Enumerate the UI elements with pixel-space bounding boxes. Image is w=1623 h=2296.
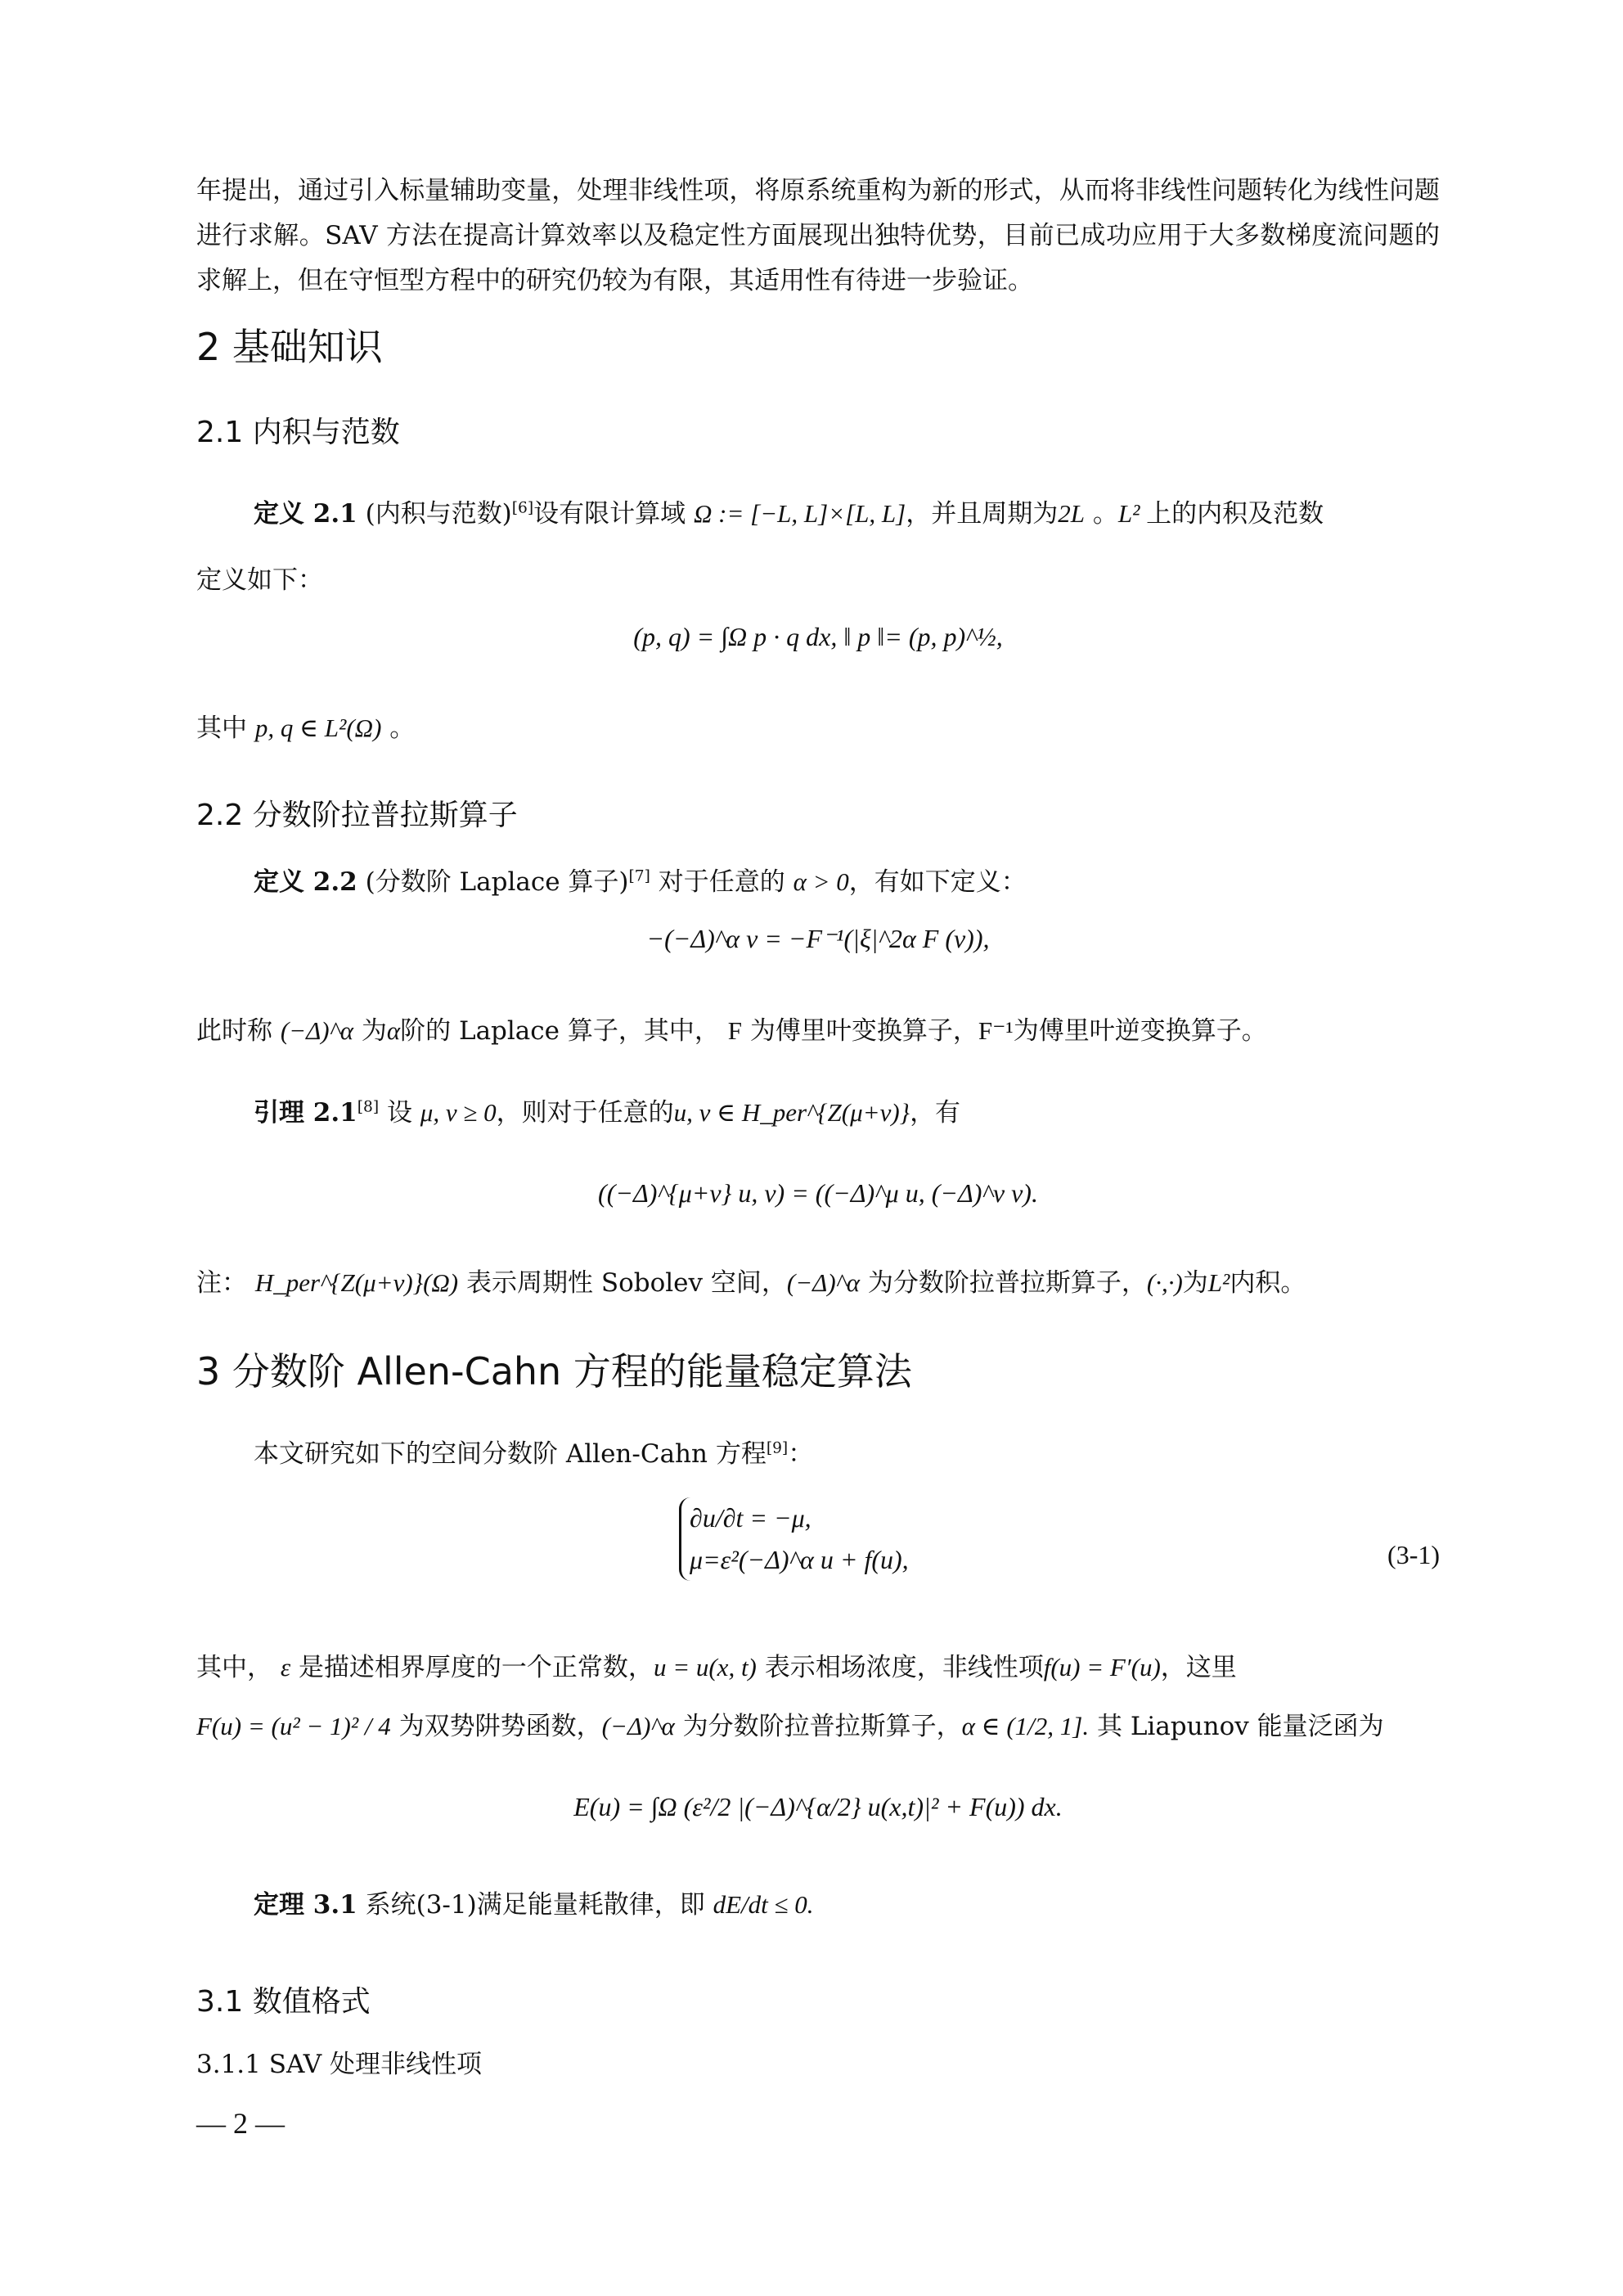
domain-expression: Ω := [−L, L]×[L, L] [694,499,906,528]
definition-body: ，并且周期为 [906,499,1059,529]
definition-body: 设有限计算域 [533,499,686,529]
period-expression: 2L [1058,499,1085,528]
definition-2-1 [254,491,1440,537]
definition-body: 对于任意的 [658,867,785,897]
theorem-label: 定理 3.1 [254,1890,357,1920]
definition-body: 。 [1092,499,1118,529]
note-text: 其中 [196,714,247,743]
citation: [7] [628,867,650,885]
desc-text: ，这里 [1160,1653,1237,1682]
page-number: — 2 — [196,2107,285,2140]
desc-text: 表示相场浓度，非线性项 [764,1653,1044,1682]
desc-text: 阶的 Laplace 算子，其中， [400,1016,720,1046]
allen-cahn-system [679,1497,909,1581]
inner-product-equation: (p, q) = ∫Ω p · q dx, ‖ p ‖= (p, p)^½, [633,622,1003,651]
citation: [6] [511,499,534,517]
energy-functional-equation: E(u) = ∫Ω (ε²/2 |(−Δ)^{α/2} u(x,t)|² + F(u)) dx. [573,1792,1063,1821]
theorem-text: 系统(3-1)满足能量耗散律，即 [365,1890,705,1920]
nonlinear-term-expression: f(u) = F′(u) [1043,1653,1161,1681]
section-2-heading: 2 基础知识 [196,325,383,369]
inverse-fourier-symbol: F⁻¹ [978,1016,1014,1045]
section-3-1-1-heading: 3.1.1 SAV 处理非线性项 [196,2050,483,2079]
lemma-note [196,1260,1306,1306]
operator-expression: (−Δ)^α [601,1712,675,1740]
desc-text: 为分数阶拉普拉斯算子， [682,1712,962,1741]
system-line-1: ∂u/∂t = −μ, [690,1503,812,1533]
definition-title: (内积与范数) [365,499,512,529]
alpha-range: α ∈ (1/2, 1]. [961,1712,1090,1740]
note-text: 为分数阶拉普拉斯算子， [867,1268,1147,1298]
section-2-1-heading: 2.1 内积与范数 [196,416,400,449]
lemma-condition: μ, ν ≥ 0 [420,1098,497,1127]
lemma-space: u, v ∈ H_per^{Z(μ+ν)} [673,1098,910,1127]
equation-system [679,1497,909,1581]
lemma-equation: ((−Δ)^{μ+ν} u, v) = ((−Δ)^μ u, (−Δ)^ν v). [598,1178,1038,1208]
desc-text: 为双势阱势函数， [398,1712,602,1741]
definition-continuation: 定义如下： [196,565,323,595]
space-expression: L² [1117,499,1147,528]
note-text: 。 [389,714,416,743]
theorem-3-1 [254,1882,814,1928]
allen-cahn-description-1 [196,1645,1440,1690]
definition-2-2 [254,859,1027,905]
desc-text: 其 Liapunov 能量泛函为 [1096,1712,1384,1741]
inner-product-symbol: (·,·) [1146,1268,1183,1297]
epsilon-symbol: ε [280,1653,291,1681]
citation: [8] [357,1098,380,1116]
intro-text: 本文研究如下的空间分数阶 Allen-Cahn 方程 [254,1439,767,1469]
desc-text: 为 [361,1016,387,1046]
definition-body: ，有如下定义： [848,867,1027,897]
allen-cahn-description-2 [196,1704,1440,1749]
citation: [9] [766,1439,789,1457]
alpha-condition: α > 0 [793,867,849,896]
definition-body: 上的内积及范数 [1146,499,1324,529]
intro-text: ： [788,1439,814,1469]
desc-text: 此时称 [196,1016,272,1046]
desc-text: 是描述相界厚度的一个正常数， [298,1653,654,1682]
desc-text: 为傅里叶变换算子， [749,1016,978,1046]
lemma-label: 引理 2.1 [254,1098,357,1128]
lemma-text: ，则对于任意的 [496,1098,674,1128]
system-line-2: μ=ε²(−Δ)^α u + f(u), [690,1545,909,1575]
desc-text: 为傅里叶逆变换算子。 [1013,1016,1267,1046]
section-3-intro [254,1432,813,1477]
lemma-text: 设 [386,1098,412,1128]
note-text: 为 [1182,1268,1208,1298]
note-text: 注： [196,1268,247,1298]
definition-label: 定义 2.1 [254,499,357,529]
definition-label: 定义 2.2 [254,867,357,897]
note-text: 内积。 [1230,1268,1306,1298]
alpha-symbol: α [386,1016,401,1045]
lemma-text: ，有 [910,1098,961,1128]
fourier-symbol: F [727,1016,742,1045]
energy-dissipation-expression: dE/dt ≤ 0. [713,1890,814,1919]
section-3-heading: 3 分数阶 Allen-Cahn 方程的能量稳定算法 [196,1349,912,1393]
operator-expression: (−Δ)^α [786,1268,861,1297]
desc-text: 其中， [196,1653,272,1682]
laplacian-description [196,1008,1267,1054]
double-well-potential: F(u) = (u² − 1)² / 4 [196,1712,391,1740]
section-2-2-heading: 2.2 分数阶拉普拉斯算子 [196,799,518,832]
operator-expression: (−Δ)^α [280,1016,353,1045]
sobolev-space: H_per^{Z(μ+ν)}(Ω) [254,1268,459,1297]
intro-paragraph: 年提出，通过引入标量辅助变量，处理非线性项，将原系统重构为新的形式，从而将非线性问题转化为线性问题进行求解。SAV 方法在提高计算效率以及稳定性方面展现出独特优势，目前已成功应用于大多数梯度流问题的求解上，但在守恒型方程中的研究仍较为有限，其适用性有待进一步验证。 [196,176,1440,296]
section-3-1-heading: 3.1 数值格式 [196,1985,371,2019]
lemma-2-1 [254,1090,960,1136]
phase-field-expression: u = u(x, t) [653,1653,757,1681]
l2-symbol: L² [1207,1268,1230,1297]
note-expression: p, q ∈ L²(Ω) [254,714,382,742]
note-text: 表示周期性 Sobolev 空间， [466,1268,787,1298]
inner-product-note [196,705,415,751]
equation-number: (3-1) [1387,1540,1440,1569]
definition-title: (分数阶 Laplace 算子) [365,867,629,897]
fractional-laplacian-equation: −(−Δ)^α v = −F⁻¹(|ξ|^2α F (v)), [646,924,990,953]
